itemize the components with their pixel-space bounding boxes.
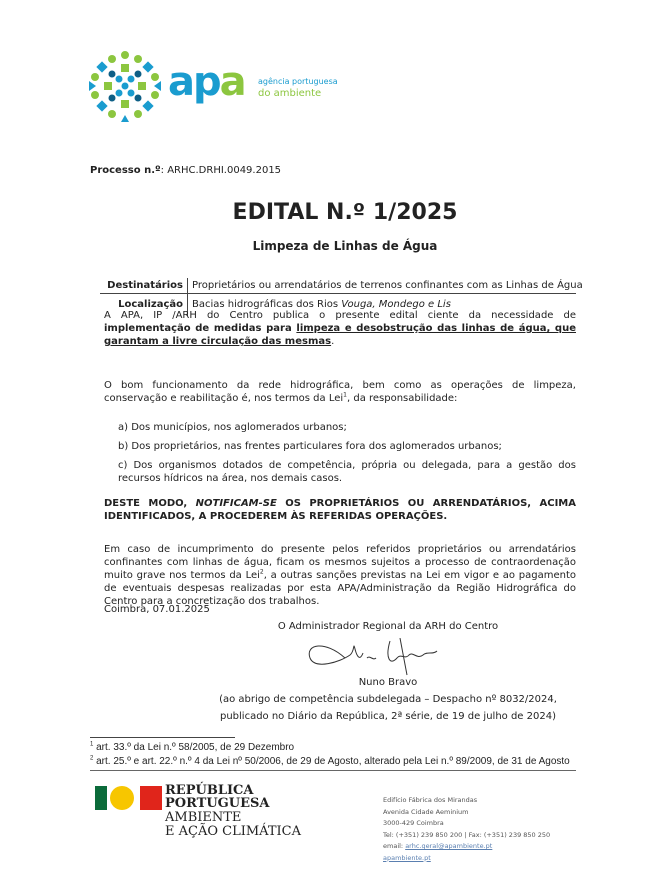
notice-paragraph [104, 497, 576, 523]
footnote-2 [90, 756, 570, 768]
intro-underlined: limpeza e desobstrução das linhas de água, que garantam a livre circulação das mesmas [104, 323, 576, 347]
gov-logo-line-4: E AÇÃO CLIMÁTICA [165, 824, 301, 839]
website-link[interactable]: apambiente.pt [383, 853, 431, 862]
email-link[interactable]: arhc.geral@apambiente.pt [405, 842, 493, 850]
gov-logo-line-2: PORTUGUESA [165, 796, 270, 811]
paragraph-responsibility [104, 379, 576, 405]
paragraph-intro [104, 309, 576, 348]
list-item-c: c) Dos organismos dotados de competência, própria ou delegada, para a gestão dos recursos hídricos na área, nos demais casos. [118, 460, 576, 484]
delegation-line-2: publicado no Diário da República, 2ª série, de 19 de julho de 2024) [219, 711, 556, 722]
resp-text-end: , da responsabilidade: [346, 393, 458, 404]
address-line-3: 3000-429 Coimbra [383, 819, 444, 827]
footnote-1 [90, 742, 294, 754]
localizacao-label: Localização [118, 299, 183, 310]
processo-label: Processo n.º [90, 165, 161, 176]
sanctions-text: Em caso de incumprimento do presente pelos referidos proprietários ou arrendatários confinantes com linhas de água, ficam os mesmos sujeitos a processo de contraordenação muito grave nos termos da Lei [104, 544, 576, 581]
address-line-1: Edifício Fábrica dos Mirandas [383, 796, 478, 804]
page-subtitle: Limpeza de Linhas de Água [252, 239, 438, 253]
address-email [383, 841, 550, 853]
intro-text: A APA, IP /ARH do Centro publica o presente edital ciente da necessidade de [104, 310, 576, 321]
footer-address [383, 795, 550, 864]
signatory-role: O Administrador Regional da ARH do Centro [277, 621, 499, 632]
gov-logo-line-3: AMBIENTE [165, 810, 242, 825]
destinatarios-value: Proprietários ou arrendatários de terrenos confinantes com as Linhas de Água [192, 280, 583, 291]
flag-red-block [140, 786, 162, 810]
address-phone: Tel: (+351) 239 850 200 | Fax: (+351) 239 850 250 [383, 830, 551, 839]
apa-logo-icon [88, 50, 162, 122]
processo-number [90, 165, 281, 176]
sanctions-text-end: , a outras sanções previstas na Lei em vigor e ao pagamento de eventuais despesas realizadas por esta APA/Administração da Região Hidrográfica do Centro para a concretização dos trabalhos. [104, 570, 577, 607]
delegation-line-1: (ao abrigo de competência subdelegada – Despacho nº 8032/2024, [219, 694, 557, 705]
footer-separator [90, 770, 576, 771]
footnote-2-number: 2 [90, 755, 94, 762]
page-title: EDITAL N.º 1/2025 [232, 200, 458, 225]
apa-logo-text: apa [168, 59, 245, 105]
notice-end: OS PROPRIETÁRIOS OU ARRENDATÁRIOS, ACIMA IDENTIFICADOS, A PROCEDEREM ÀS REFERIDAS OPERAÇÕES. [104, 498, 576, 522]
flag-yellow-circle [110, 786, 134, 810]
table-row-line [100, 293, 576, 294]
notice-italic: NOTIFICAM-SE [195, 498, 277, 509]
email-label: email: [383, 842, 406, 850]
processo-value: : ARHC.DRHI.0049.2015 [160, 165, 282, 176]
gov-logo-line-1: REPÚBLICA [165, 783, 254, 798]
address-line-2: Avenida Cidade Aeminium [383, 807, 469, 816]
signatory-name: Nuno Bravo [358, 677, 418, 688]
notice-start: DESTE MODO, [104, 498, 196, 509]
logo-subtitle-1: agência portuguesa [258, 77, 338, 86]
intro-bold: implementação de medidas para [104, 323, 297, 334]
date-place: Coimbra, 07.01.2025 [104, 604, 210, 615]
footnote-2-text: art. 25.º e art. 22.º n.º 4 da Lei nº 50/2006, de 29 de Agosto, alterado pela Lei n.º 89/2009, de 31 de Agosto [93, 756, 570, 767]
localizacao-rivers: Vouga, Mondego e Lis [341, 299, 451, 310]
logo-subtitle-2: do ambiente [258, 88, 322, 99]
resp-text: O bom funcionamento da rede hidrográfica, bem como as operações de limpeza, conservação e reabilitação é, nos termos da Lei [104, 380, 576, 404]
list-item-a: a) Dos municípios, nos aglomerados urbanos; [118, 422, 347, 433]
paragraph-sanctions [104, 543, 576, 608]
localizacao-text: Bacias hidrográficas dos Rios [192, 299, 342, 310]
destinatarios-label: Destinatários [107, 280, 183, 291]
flag-green-block [95, 786, 107, 810]
footnote-ref-1: 1 [343, 391, 347, 399]
signature-icon [305, 638, 445, 676]
footnote-ref-2: 2 [259, 568, 264, 576]
footnote-1-text: art. 33.º da Lei n.º 58/2005, de 29 Dezembro [93, 742, 295, 753]
list-item-b: b) Dos proprietários, nas frentes particulares fora dos aglomerados urbanos; [118, 441, 502, 452]
footnote-1-number: 1 [90, 741, 94, 748]
intro-end: . [331, 336, 335, 347]
footnote-separator [90, 737, 235, 738]
